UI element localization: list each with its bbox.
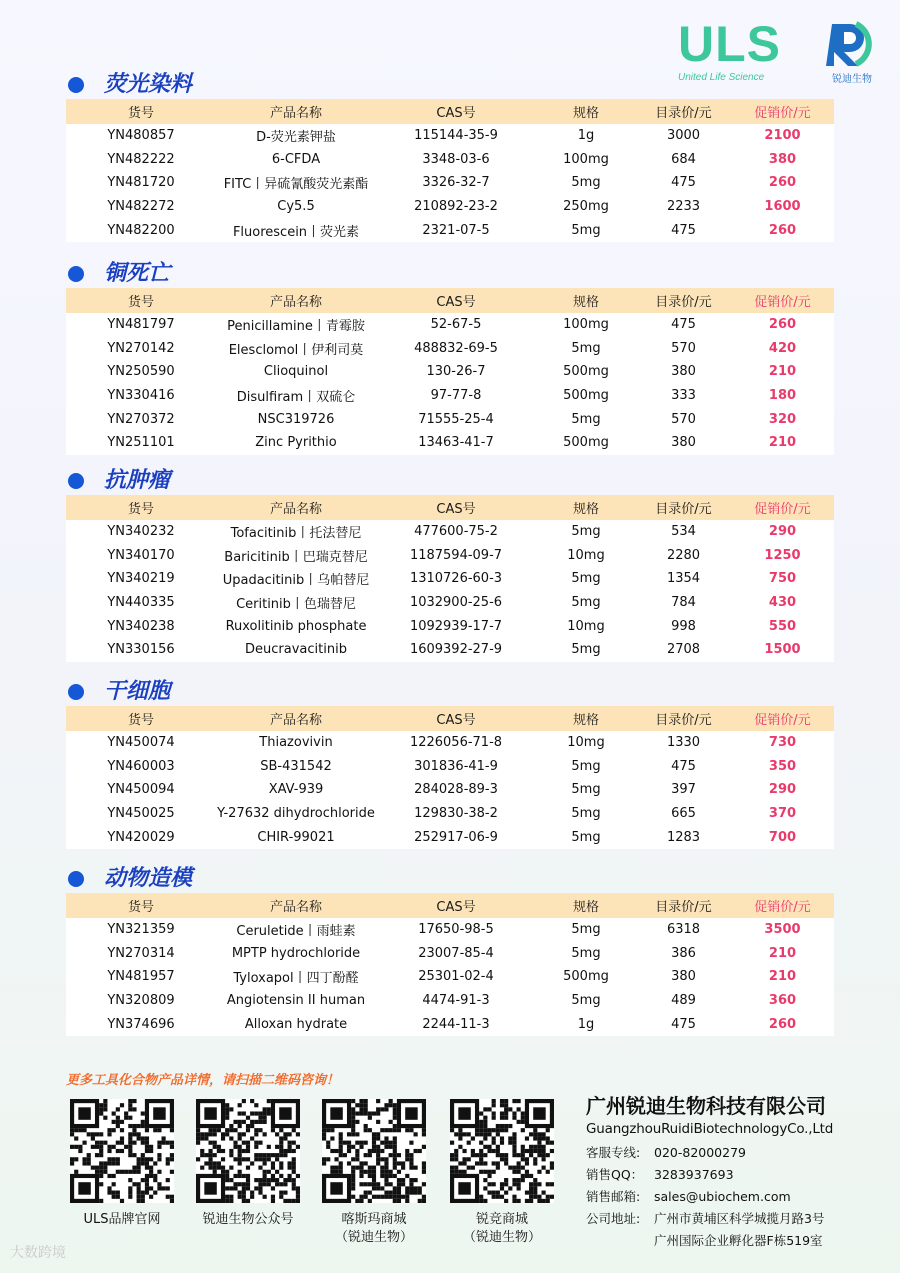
product-name-cell: XAV-939 <box>268 782 324 798</box>
bullet-dot-icon <box>68 266 84 282</box>
list-price-cell: 2708 <box>666 642 701 658</box>
column-header: 规格 <box>572 502 599 517</box>
promo-price-cell: 320 <box>768 411 797 427</box>
rd-logo-icon <box>826 20 878 88</box>
qr-caption: ULS品牌官网 <box>83 1212 161 1227</box>
cas-cell: 1226056-71-8 <box>409 735 503 751</box>
table-row <box>66 918 834 942</box>
table-row <box>66 431 834 455</box>
cas-cell: 129830-38-2 <box>414 806 498 822</box>
product-name-cell: Elesclomol丨伊利司莫 <box>228 342 364 358</box>
product-name-cell: Penicillamine丨青霉胺 <box>227 319 365 335</box>
table-row <box>66 778 834 802</box>
promo-price-cell: 370 <box>768 806 797 822</box>
product-table <box>66 893 834 1036</box>
product-name-cell: D-荧光素钾盐 <box>256 130 336 146</box>
qr-code-icon <box>450 1099 554 1203</box>
table-row <box>66 360 834 384</box>
table-row <box>66 337 834 361</box>
promo-price-cell: 3500 <box>764 922 801 938</box>
bullet-dot-icon <box>68 871 84 887</box>
spec-cell: 100mg <box>563 151 609 167</box>
table-header-row <box>66 893 834 918</box>
promo-price-cell: 260 <box>768 1016 797 1032</box>
list-price-cell: 1330 <box>666 735 701 751</box>
table-header-row <box>66 706 834 731</box>
spec-cell: 5mg <box>571 222 601 238</box>
column-header: 促销价/元 <box>754 106 811 121</box>
qr-ruidi-wechat <box>192 1099 304 1229</box>
table-row <box>66 731 834 755</box>
list-price-cell: 1354 <box>666 571 701 587</box>
promo-price-cell: 1500 <box>764 642 801 658</box>
promo-price-cell: 1600 <box>764 199 801 215</box>
brand-logos <box>678 18 878 88</box>
list-price-cell: 1283 <box>666 829 701 845</box>
cas-cell: 1609392-27-9 <box>409 642 503 658</box>
table-row <box>66 124 834 148</box>
cas-cell: 252917-06-9 <box>414 829 498 845</box>
cas-cell: 17650-98-5 <box>418 922 494 938</box>
spec-cell: 5mg <box>571 524 601 540</box>
promo-price-cell: 550 <box>768 618 797 634</box>
column-header: 促销价/元 <box>754 900 811 915</box>
table-row <box>66 802 834 826</box>
table-row <box>66 1012 834 1036</box>
product-name-cell: Deucravacitinib <box>245 642 347 658</box>
footer-note: 更多工具化合物产品详情，请扫描二维码咨询！ <box>66 1073 340 1088</box>
table-row <box>66 942 834 966</box>
column-header: 目录价/元 <box>655 106 712 121</box>
product-name-cell: Ruxolitinib phosphate <box>225 618 367 634</box>
item-no-cell: YN481797 <box>107 317 175 333</box>
spec-cell: 10mg <box>567 547 605 563</box>
table-row <box>66 989 834 1013</box>
qr-casmart-mall <box>318 1099 430 1247</box>
cas-cell: 284028-89-3 <box>414 782 498 798</box>
product-name-cell: Ceritinib丨色瑞替尼 <box>236 597 356 613</box>
column-header: 产品名称 <box>269 900 322 915</box>
cas-cell: 1092939-17-7 <box>409 618 503 634</box>
list-price-cell: 475 <box>671 222 696 238</box>
product-name-cell: NSC319726 <box>257 411 335 427</box>
table-row <box>66 384 834 408</box>
contact-hotline: 客服专线: 020-82000279 <box>586 1145 746 1160</box>
spec-cell: 5mg <box>571 340 601 356</box>
list-price-cell: 380 <box>671 969 696 985</box>
qr-code-icon <box>322 1099 426 1203</box>
contact-email: 销售邮箱: sales@ubiochem.com <box>586 1189 791 1204</box>
uls-tagline: United Life Science <box>678 72 765 83</box>
item-no-cell: YN270372 <box>107 411 175 427</box>
product-table <box>66 99 834 242</box>
list-price-cell: 386 <box>671 945 696 961</box>
list-price-cell: 333 <box>671 388 696 404</box>
item-no-cell: YN251101 <box>107 435 175 451</box>
promo-price-cell: 700 <box>768 829 797 845</box>
promo-price-cell: 290 <box>768 524 797 540</box>
qr-reagent-mall <box>446 1099 558 1247</box>
spec-cell: 5mg <box>571 758 601 774</box>
spec-cell: 10mg <box>567 618 605 634</box>
product-name-cell: Upadacitinib丨乌帕替尼 <box>222 573 370 589</box>
product-table <box>66 288 834 455</box>
spec-cell: 500mg <box>563 388 609 404</box>
column-header: 目录价/元 <box>655 295 712 310</box>
company-name-cn: 广州锐迪生物科技有限公司 <box>586 1094 826 1118</box>
list-price-cell: 489 <box>671 993 696 1009</box>
column-header: 产品名称 <box>269 713 322 728</box>
promo-price-cell: 260 <box>768 222 797 238</box>
spec-cell: 100mg <box>563 317 609 333</box>
spec-cell: 5mg <box>571 642 601 658</box>
column-header: CAS号 <box>436 502 476 517</box>
section-title: 铜死亡 <box>104 261 171 286</box>
list-price-cell: 2280 <box>666 547 701 563</box>
spec-cell: 5mg <box>571 175 601 191</box>
item-no-cell: YN340238 <box>107 618 175 634</box>
promo-price-cell: 2100 <box>764 128 801 144</box>
table-row <box>66 520 834 544</box>
contact-qq: 销售QQ： 3283937693 <box>586 1167 734 1182</box>
spec-cell: 250mg <box>563 199 609 215</box>
product-name-cell: FITC丨异硫氰酸荧光素酯 <box>223 177 369 193</box>
column-header: 目录价/元 <box>655 713 712 728</box>
list-price-cell: 475 <box>671 175 696 191</box>
company-info <box>586 1090 886 1137</box>
table-row <box>66 148 834 172</box>
item-no-cell: YN460003 <box>107 758 175 774</box>
list-price-cell: 397 <box>671 782 696 798</box>
item-no-cell: YN481720 <box>107 175 175 191</box>
cas-cell: 23007-85-4 <box>418 945 494 961</box>
product-name-cell: Disulfiram丨双硫仑 <box>236 390 356 406</box>
column-header: 规格 <box>572 900 599 915</box>
list-price-cell: 784 <box>671 595 696 611</box>
column-header: 货号 <box>127 295 154 310</box>
table-row <box>66 567 834 591</box>
product-name-cell: Y-27632 dihydrochloride <box>217 806 375 822</box>
product-name-cell: Angiotensin II human <box>226 993 366 1009</box>
spec-cell: 5mg <box>571 411 601 427</box>
table-row <box>66 825 834 849</box>
list-price-cell: 2233 <box>666 199 701 215</box>
list-price-cell: 570 <box>671 340 696 356</box>
spec-cell: 500mg <box>563 969 609 985</box>
item-no-cell: YN340232 <box>107 524 175 540</box>
table-row <box>66 407 834 431</box>
promo-price-cell: 360 <box>768 993 797 1009</box>
spec-cell: 5mg <box>571 922 601 938</box>
list-price-cell: 570 <box>671 411 696 427</box>
cas-cell: 97-77-8 <box>430 388 482 404</box>
table-row <box>66 965 834 989</box>
list-price-cell: 3000 <box>666 128 701 144</box>
table-row <box>66 195 834 219</box>
column-header: 产品名称 <box>269 295 322 310</box>
promo-price-cell: 210 <box>768 435 797 451</box>
promo-price-cell: 420 <box>768 340 797 356</box>
list-price-cell: 475 <box>671 317 696 333</box>
promo-price-cell: 210 <box>768 945 797 961</box>
table-row <box>66 313 834 337</box>
product-name-cell: Zinc Pyrithio <box>255 435 337 451</box>
table-row <box>66 755 834 779</box>
promo-price-cell: 210 <box>768 969 797 985</box>
qr-uls-website <box>66 1099 178 1229</box>
column-header: CAS号 <box>436 900 476 915</box>
item-no-cell: YN340170 <box>107 547 175 563</box>
promo-price-cell: 750 <box>768 571 797 587</box>
table-row <box>66 614 834 638</box>
column-header: 规格 <box>572 106 599 121</box>
cas-cell: 301836-41-9 <box>414 758 498 774</box>
table-row <box>66 544 834 568</box>
product-name-cell: Thiazovivin <box>259 735 333 751</box>
promo-price-cell: 260 <box>768 317 797 333</box>
cas-cell: 115144-35-9 <box>414 128 498 144</box>
promo-price-cell: 1250 <box>764 547 801 563</box>
column-header: CAS号 <box>436 106 476 121</box>
promo-price-cell: 210 <box>768 364 797 380</box>
column-header: 规格 <box>572 295 599 310</box>
item-no-cell: YN340219 <box>107 571 175 587</box>
cas-cell: 2244-11-3 <box>422 1016 490 1032</box>
product-name-cell: Baricitinib丨巴瑞克替尼 <box>224 549 368 565</box>
item-no-cell: YN321359 <box>107 922 175 938</box>
section-title: 动物造模 <box>104 866 193 891</box>
cas-cell: 1032900-25-6 <box>409 595 503 611</box>
cas-cell: 25301-02-4 <box>418 969 494 985</box>
spec-cell: 500mg <box>563 435 609 451</box>
list-price-cell: 998 <box>671 618 696 634</box>
item-no-cell: YN450025 <box>107 806 175 822</box>
qr-caption: 喀斯玛商城 （锐迪生物） <box>334 1212 413 1245</box>
cas-cell: 1310726-60-3 <box>409 571 503 587</box>
promo-price-cell: 290 <box>768 782 797 798</box>
column-header: 货号 <box>127 900 154 915</box>
spec-cell: 1g <box>577 1016 595 1032</box>
spec-cell: 5mg <box>571 945 601 961</box>
column-header: 产品名称 <box>269 502 322 517</box>
promo-price-cell: 260 <box>768 175 797 191</box>
item-no-cell: YN450094 <box>107 782 175 798</box>
promo-price-cell: 350 <box>768 758 797 774</box>
qr-caption: 锐迪生物公众号 <box>202 1212 294 1227</box>
item-no-cell: YN420029 <box>107 829 175 845</box>
section-title: 干细胞 <box>104 679 171 704</box>
spec-cell: 5mg <box>571 595 601 611</box>
column-header: 产品名称 <box>269 106 322 121</box>
cas-cell: 1187594-09-7 <box>409 547 503 563</box>
item-no-cell: YN330416 <box>107 388 175 404</box>
spec-cell: 5mg <box>571 782 601 798</box>
product-name-cell: Ceruletide丨雨蛙素 <box>236 924 356 940</box>
spec-cell: 500mg <box>563 364 609 380</box>
list-price-cell: 475 <box>671 758 696 774</box>
company-name-en: GuangzhouRuidiBiotechnologyCo.,Ltd <box>586 1121 834 1137</box>
item-no-cell: YN481957 <box>107 969 175 985</box>
cas-cell: 488832-69-5 <box>414 340 498 356</box>
promo-price-cell: 380 <box>768 151 797 167</box>
item-no-cell: YN270314 <box>107 945 175 961</box>
item-no-cell: YN482200 <box>107 222 175 238</box>
column-header: 目录价/元 <box>655 502 712 517</box>
table-row <box>66 218 834 242</box>
promo-price-cell: 430 <box>768 595 797 611</box>
promo-price-cell: 730 <box>768 735 797 751</box>
item-no-cell: YN270142 <box>107 340 175 356</box>
product-name-cell: Tofacitinib丨托法替尼 <box>230 526 362 542</box>
list-price-cell: 534 <box>671 524 696 540</box>
product-name-cell: Clioquinol <box>263 364 329 380</box>
contact-address: 公司地址: 广州市黄埔区科学城揽月路3号 <box>586 1211 825 1226</box>
spec-cell: 5mg <box>571 806 601 822</box>
list-price-cell: 380 <box>671 364 696 380</box>
item-no-cell: YN482222 <box>107 151 175 167</box>
qr-caption: 锐竞商城 （锐迪生物） <box>462 1212 541 1245</box>
cas-cell: 3326-32-7 <box>422 175 490 191</box>
qr-code-icon <box>196 1099 300 1203</box>
product-table <box>66 706 834 849</box>
list-price-cell: 380 <box>671 435 696 451</box>
cas-cell: 130-26-7 <box>426 364 486 380</box>
cas-cell: 4474-91-3 <box>422 993 490 1009</box>
column-header: CAS号 <box>436 713 476 728</box>
item-no-cell: YN450074 <box>107 735 175 751</box>
product-name-cell: CHIR-99021 <box>257 829 335 845</box>
spec-cell: 10mg <box>567 735 605 751</box>
item-no-cell: YN330156 <box>107 642 175 658</box>
bullet-dot-icon <box>68 473 84 489</box>
product-name-cell: Cy5.5 <box>277 199 315 215</box>
item-no-cell: YN480857 <box>107 128 175 144</box>
watermark: 大数跨境 <box>10 1245 66 1261</box>
cas-cell: 477600-75-2 <box>414 524 498 540</box>
cas-cell: 2321-07-5 <box>422 222 490 238</box>
item-no-cell: YN440335 <box>107 595 175 611</box>
cas-cell: 52-67-5 <box>430 317 482 333</box>
column-header: 货号 <box>127 502 154 517</box>
item-no-cell: YN250590 <box>107 364 175 380</box>
column-header: 促销价/元 <box>754 713 811 728</box>
rd-brand-name: 锐迪生物 <box>832 74 872 85</box>
spec-cell: 5mg <box>571 993 601 1009</box>
item-no-cell: YN374696 <box>107 1016 175 1032</box>
section-title: 荧光染料 <box>104 72 193 97</box>
item-no-cell: YN482272 <box>107 199 175 215</box>
list-price-cell: 684 <box>671 151 696 167</box>
cas-cell: 210892-23-2 <box>414 199 498 215</box>
bullet-dot-icon <box>68 77 84 93</box>
cas-cell: 13463-41-7 <box>418 435 494 451</box>
spec-cell: 5mg <box>571 829 601 845</box>
product-table <box>66 495 834 662</box>
table-header-row <box>66 288 834 313</box>
product-name-cell: Alloxan hydrate <box>244 1016 348 1032</box>
column-header: 规格 <box>572 713 599 728</box>
column-header: 促销价/元 <box>754 295 811 310</box>
product-name-cell: 6-CFDA <box>271 151 321 167</box>
product-name-cell: SB-431542 <box>260 758 332 774</box>
product-name-cell: MPTP hydrochloride <box>231 945 361 961</box>
cas-cell: 71555-25-4 <box>418 411 494 427</box>
list-price-cell: 475 <box>671 1016 696 1032</box>
spec-cell: 5mg <box>571 571 601 587</box>
item-no-cell: YN320809 <box>107 993 175 1009</box>
table-header-row <box>66 495 834 520</box>
uls-logo: ULS <box>678 16 781 72</box>
promo-price-cell: 180 <box>768 388 797 404</box>
spec-cell: 1g <box>577 128 595 144</box>
column-header: CAS号 <box>436 295 476 310</box>
table-header-row <box>66 99 834 124</box>
qr-code-icon <box>70 1099 174 1203</box>
section-title: 抗肿瘤 <box>104 468 171 493</box>
contact-address-2: 广州国际企业孵化器F栋519室 <box>654 1233 823 1248</box>
product-name-cell: Fluorescein丨荧光素 <box>232 224 360 240</box>
table-row <box>66 591 834 615</box>
column-header: 货号 <box>127 713 154 728</box>
column-header: 目录价/元 <box>655 900 712 915</box>
product-name-cell: Tyloxapol丨四丁酚醛 <box>233 971 359 987</box>
list-price-cell: 6318 <box>666 922 701 938</box>
list-price-cell: 665 <box>671 806 696 822</box>
bullet-dot-icon <box>68 684 84 700</box>
table-row <box>66 171 834 195</box>
column-header: 促销价/元 <box>754 502 811 517</box>
table-row <box>66 638 834 662</box>
column-header: 货号 <box>127 106 154 121</box>
cas-cell: 3348-03-6 <box>422 151 490 167</box>
